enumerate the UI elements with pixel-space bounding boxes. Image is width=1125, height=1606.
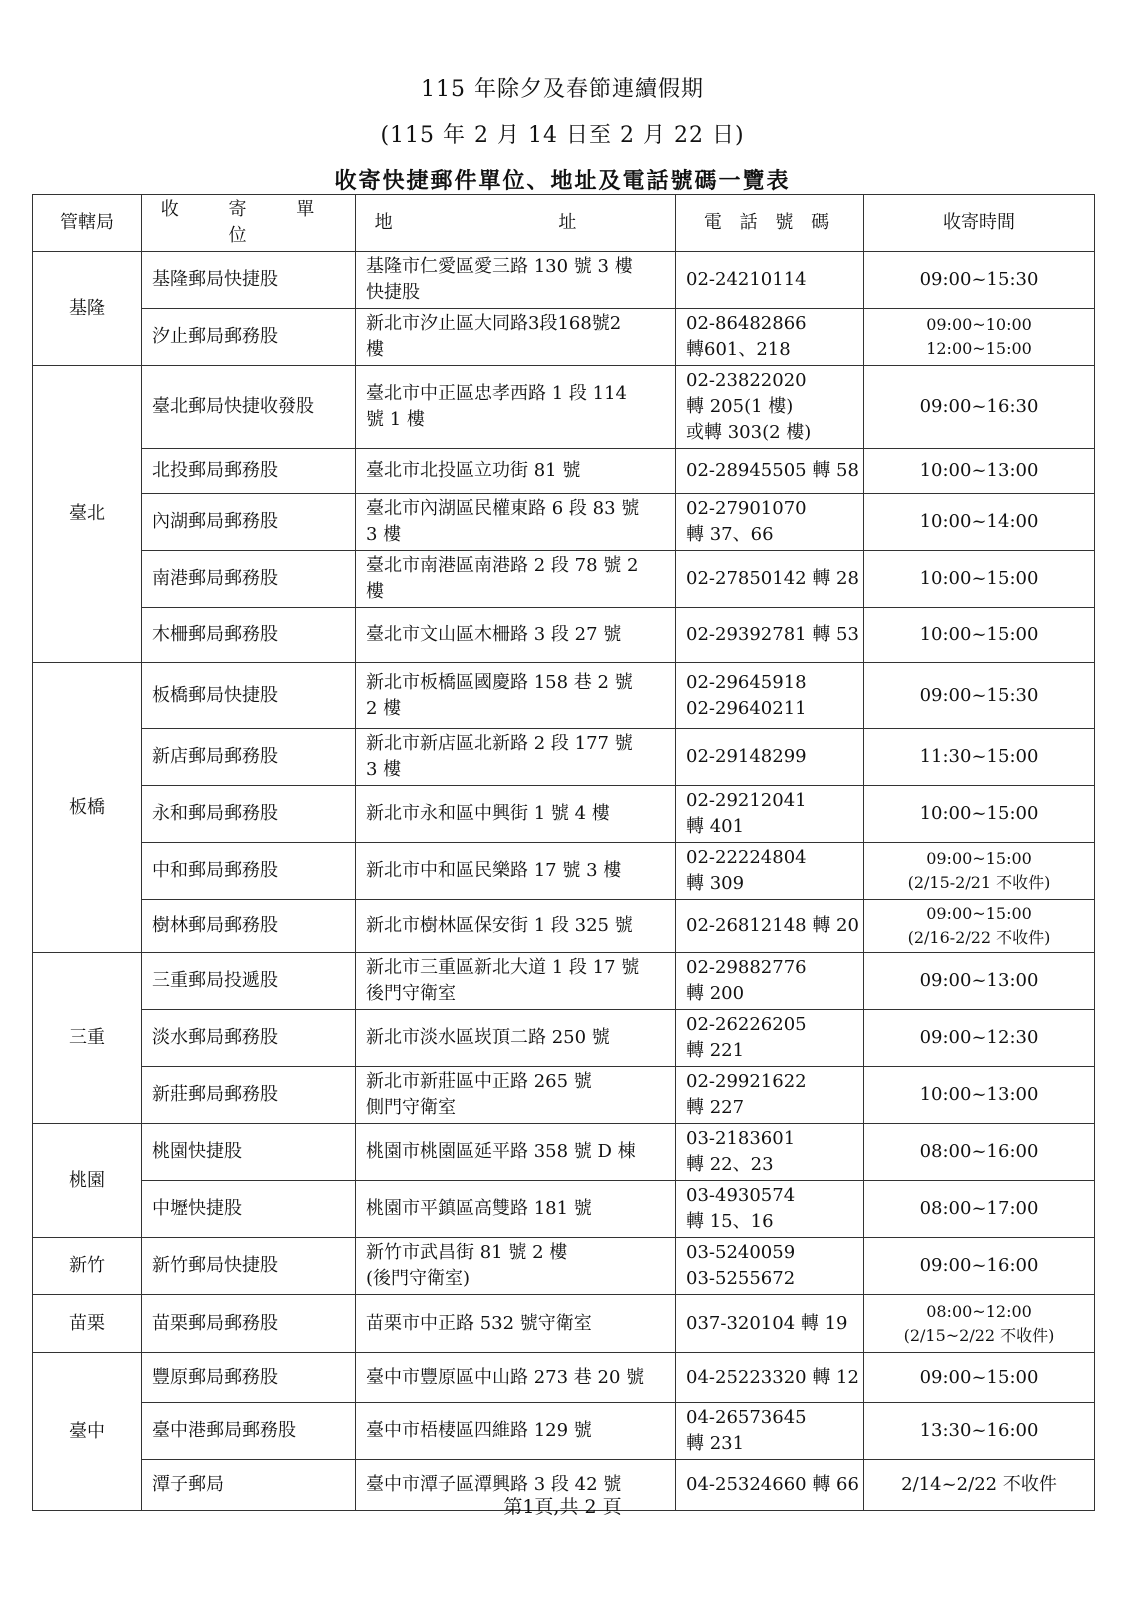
phone-cell [676, 953, 864, 1010]
phone-cell [676, 1181, 864, 1238]
phone-cell-line: 02-26226205 [686, 1014, 807, 1035]
phone-cell-line: 02-24210114 [686, 269, 807, 290]
unit-cell: 新莊郵局郵務股 [142, 1067, 356, 1124]
phone-cell-line: 轉 37、66 [686, 524, 774, 545]
unit-cell: 桃園快捷股 [142, 1124, 356, 1181]
time-cell-line: 10:00~15:00 [919, 803, 1039, 824]
header-address: 地 址 [356, 195, 676, 252]
post-office-table [32, 194, 1095, 1511]
table-title: 收寄快捷郵件單位、地址及電話號碼一覽表 [334, 168, 791, 194]
phone-cell [676, 1295, 864, 1353]
address-cell-line: 新北市樹林區保安街 1 段 325 號 [366, 915, 633, 936]
time-cell [864, 309, 1095, 366]
phone-cell-line: 03-4930574 [686, 1185, 796, 1206]
time-cell-line: 10:00~15:00 [919, 568, 1039, 589]
phone-cell-line: 02-29645918 [686, 671, 807, 693]
address-cell-line: 臺中市潭子區潭興路 3 段 42 號 [366, 1474, 622, 1495]
phone-cell-line: 04-26573645 [686, 1407, 807, 1428]
address-cell-line: 桃園市平鎮區高雙路 181 號 [366, 1198, 592, 1219]
time-cell-line: 09:00~15:00 [926, 904, 1032, 923]
unit-cell: 北投郵局郵務股 [142, 449, 356, 494]
time-cell-line: (2/16-2/22 不收件) [907, 928, 1051, 947]
phone-cell-line: 03-5240059 [686, 1242, 796, 1263]
time-cell-line: 09:00~12:30 [919, 1027, 1039, 1048]
phone-cell [676, 1067, 864, 1124]
address-cell-line: 新北市三重區新北大道 1 段 17 號 [366, 957, 640, 978]
address-cell-line: 臺北市南港區南港路 2 段 78 號 2 [366, 555, 639, 576]
table-row [33, 551, 1095, 608]
address-cell [356, 1010, 676, 1067]
unit-cell: 板橋郵局快捷股 [142, 663, 356, 729]
address-cell-line: 桃園市桃園區延平路 358 號 D 棟 [366, 1141, 636, 1162]
unit-cell: 臺北郵局快捷收發股 [142, 366, 356, 449]
time-cell [864, 843, 1095, 900]
time-cell [864, 1181, 1095, 1238]
time-cell [864, 1238, 1095, 1295]
table-body [33, 252, 1095, 1511]
unit-cell: 木柵郵局郵務股 [142, 608, 356, 663]
time-cell-line: 10:00~13:00 [919, 1084, 1039, 1105]
unit-cell: 基隆郵局快捷股 [142, 252, 356, 309]
address-cell [356, 663, 676, 729]
header-phone: 電 話 號 碼 [676, 195, 864, 252]
phone-cell-line: 轉 221 [686, 1040, 745, 1061]
time-cell-line: 13:30~16:00 [919, 1420, 1039, 1441]
address-cell-line: 基隆市仁愛區愛三路 130 號 3 樓 [366, 256, 633, 277]
address-cell [356, 309, 676, 366]
phone-cell-line: 04-25223320 轉 12 [686, 1366, 859, 1388]
address-cell-line: 3 樓 [366, 759, 402, 780]
time-cell-line: 09:00~16:00 [919, 1255, 1039, 1276]
table-row [33, 663, 1095, 729]
time-cell [864, 1353, 1095, 1403]
address-cell [356, 729, 676, 786]
address-cell [356, 252, 676, 309]
address-cell [356, 551, 676, 608]
unit-cell: 永和郵局郵務股 [142, 786, 356, 843]
phone-cell-line: 03-5255672 [686, 1268, 796, 1289]
unit-cell: 新竹郵局快捷股 [142, 1238, 356, 1295]
address-cell-line: 臺中市豐原區中山路 273 巷 20 號 [366, 1366, 645, 1388]
header-bureau: 管轄局 [33, 195, 142, 252]
address-cell-line: 新北市汐止區大同路3段168號2 [366, 313, 622, 334]
time-cell-line: 09:00~16:30 [919, 396, 1039, 417]
address-cell-line: 臺北市內湖區民權東路 6 段 83 號 [366, 498, 640, 519]
phone-cell [676, 663, 864, 729]
time-cell-line: 08:00~12:00 [926, 1301, 1032, 1321]
table-row [33, 494, 1095, 551]
time-cell [864, 608, 1095, 663]
phone-cell-line: 02-29882776 [686, 957, 807, 978]
time-cell-line: 09:00~15:30 [919, 684, 1039, 706]
address-cell-line: (後門守衛室) [366, 1268, 471, 1289]
time-cell [864, 900, 1095, 953]
address-cell-line: 側門守衛室 [366, 1097, 456, 1118]
phone-cell [676, 366, 864, 449]
table-row [33, 953, 1095, 1010]
time-cell [864, 1295, 1095, 1353]
phone-cell-line: 轉 15、16 [686, 1211, 774, 1232]
phone-cell [676, 843, 864, 900]
time-cell [864, 953, 1095, 1010]
table-row [33, 449, 1095, 494]
time-cell-line: 09:00~15:00 [926, 849, 1032, 868]
time-cell-line: 12:00~15:00 [926, 339, 1032, 358]
phone-cell-line: 02-23822020 [686, 370, 807, 391]
time-cell [864, 494, 1095, 551]
address-cell [356, 494, 676, 551]
address-cell [356, 1353, 676, 1403]
time-cell-line: 09:00~10:00 [926, 315, 1032, 334]
table-row [33, 1010, 1095, 1067]
address-cell [356, 843, 676, 900]
address-cell-line: 新北市淡水區崁頂二路 250 號 [366, 1027, 610, 1048]
unit-cell: 汐止郵局郵務股 [142, 309, 356, 366]
table-row [33, 1295, 1095, 1353]
address-cell-line: 苗栗市中正路 532 號守衛室 [366, 1312, 592, 1334]
phone-cell-line: 02-26812148 轉 20 [686, 915, 859, 936]
phone-cell-line: 02-22224804 [686, 847, 807, 868]
time-cell-line: (2/15~2/22 不收件) [903, 1325, 1055, 1345]
phone-cell [676, 449, 864, 494]
table-row [33, 608, 1095, 663]
unit-cell: 苗栗郵局郵務股 [142, 1295, 356, 1353]
phone-cell-line: 轉 231 [686, 1433, 745, 1454]
bureau-cell: 新竹 [33, 1238, 142, 1295]
unit-cell: 樹林郵局郵務股 [142, 900, 356, 953]
address-cell-line: 快捷股 [366, 282, 420, 303]
table-row [33, 1353, 1095, 1403]
time-cell [864, 551, 1095, 608]
table-row [33, 729, 1095, 786]
address-cell [356, 608, 676, 663]
address-cell-line: 臺中市梧棲區四維路 129 號 [366, 1420, 592, 1441]
address-cell [356, 900, 676, 953]
table-row [33, 366, 1095, 449]
address-cell-line: 臺北市文山區木柵路 3 段 27 號 [366, 624, 622, 645]
time-cell-line: 11:30~15:00 [919, 746, 1039, 767]
time-cell-line: 09:00~15:30 [919, 269, 1039, 290]
bureau-cell: 臺北 [33, 366, 142, 663]
time-cell-line: 09:00~15:00 [919, 1366, 1039, 1388]
phone-cell [676, 900, 864, 953]
phone-cell-line: 037-320104 轉 19 [686, 1312, 848, 1334]
page-footer: 第1頁,共 2 頁 [503, 1496, 622, 1518]
address-cell-line: 臺北市北投區立功街 81 號 [366, 460, 581, 481]
bureau-cell: 基隆 [33, 252, 142, 366]
address-cell [356, 786, 676, 843]
phone-cell [676, 1124, 864, 1181]
address-cell [356, 1124, 676, 1181]
bureau-cell: 苗栗 [33, 1295, 142, 1353]
time-cell [864, 1010, 1095, 1067]
address-cell [356, 1067, 676, 1124]
table-row [33, 1067, 1095, 1124]
address-cell-line: 新北市板橋區國慶路 158 巷 2 號 [366, 671, 633, 693]
table-header-row [33, 195, 1095, 252]
phone-cell-line: 04-25324660 轉 66 [686, 1474, 859, 1495]
phone-cell [676, 1010, 864, 1067]
unit-cell: 新店郵局郵務股 [142, 729, 356, 786]
phone-cell [676, 729, 864, 786]
phone-cell [676, 608, 864, 663]
phone-cell-line: 02-27850142 轉 28 [686, 568, 859, 589]
time-cell-line: 08:00~16:00 [919, 1141, 1039, 1162]
unit-cell: 南港郵局郵務股 [142, 551, 356, 608]
phone-cell-line: 或轉 303(2 樓) [686, 422, 812, 443]
time-cell [864, 1403, 1095, 1460]
address-cell-line: 新北市中和區民樂路 17 號 3 樓 [366, 860, 622, 881]
phone-cell-line: 轉 205(1 樓) [686, 396, 794, 417]
bureau-cell: 三重 [33, 953, 142, 1124]
time-cell-line: 10:00~13:00 [919, 460, 1039, 481]
unit-cell: 豐原郵局郵務股 [142, 1353, 356, 1403]
time-cell-line: 10:00~15:00 [919, 624, 1039, 645]
unit-cell: 三重郵局投遞股 [142, 953, 356, 1010]
phone-cell-line: 02-29148299 [686, 746, 807, 767]
header-unit: 收 寄 單 位 [142, 195, 356, 252]
bureau-cell: 桃園 [33, 1124, 142, 1238]
time-cell [864, 729, 1095, 786]
phone-cell-line: 02-28945505 轉 58 [686, 460, 859, 481]
phone-cell [676, 494, 864, 551]
phone-cell-line: 轉601、218 [686, 339, 791, 360]
address-cell [356, 449, 676, 494]
time-cell [864, 786, 1095, 843]
time-cell [864, 252, 1095, 309]
document-title: 115 年除夕及春節連續假期 [421, 77, 704, 102]
unit-cell: 淡水郵局郵務股 [142, 1010, 356, 1067]
time-cell-line: 08:00~17:00 [919, 1198, 1039, 1219]
time-cell-line: 09:00~13:00 [919, 970, 1039, 991]
phone-cell [676, 1403, 864, 1460]
phone-cell-line: 轉 200 [686, 983, 745, 1004]
address-cell-line: 後門守衛室 [366, 983, 456, 1004]
unit-cell: 中壢快捷股 [142, 1181, 356, 1238]
phone-cell-line: 02-86482866 [686, 313, 807, 334]
table-row [33, 309, 1095, 366]
address-cell-line: 3 樓 [366, 524, 402, 545]
phone-cell-line: 02-29640211 [686, 697, 807, 719]
bureau-cell: 臺中 [33, 1353, 142, 1511]
address-cell [356, 1181, 676, 1238]
phone-cell-line: 02-27901070 [686, 498, 807, 519]
header-time: 收寄時間 [864, 195, 1095, 252]
table-row [33, 900, 1095, 953]
phone-cell-line: 02-29392781 轉 53 [686, 624, 859, 645]
time-cell-line: 10:00~14:00 [919, 511, 1039, 532]
time-cell [864, 366, 1095, 449]
date-range-subtitle: (115 年 2 月 14 日至 2 月 22 日) [380, 123, 745, 148]
time-cell [864, 1067, 1095, 1124]
address-cell [356, 1295, 676, 1353]
address-cell-line: 號 1 樓 [366, 409, 425, 430]
unit-cell: 中和郵局郵務股 [142, 843, 356, 900]
phone-cell [676, 1238, 864, 1295]
time-cell-line: (2/15-2/21 不收件) [907, 873, 1051, 892]
table-row [33, 252, 1095, 309]
phone-cell-line: 轉 401 [686, 816, 745, 837]
address-cell [356, 953, 676, 1010]
address-cell-line: 新北市新莊區中正路 265 號 [366, 1071, 592, 1092]
address-cell-line: 新竹市武昌街 81 號 2 樓 [366, 1242, 568, 1263]
address-cell [356, 1238, 676, 1295]
phone-cell-line: 03-2183601 [686, 1128, 796, 1149]
phone-cell [676, 786, 864, 843]
table-row [33, 843, 1095, 900]
phone-cell [676, 1353, 864, 1403]
table-row [33, 1181, 1095, 1238]
phone-cell [676, 252, 864, 309]
phone-cell-line: 轉 309 [686, 873, 745, 894]
unit-cell: 潭子郵局 [142, 1460, 356, 1511]
phone-cell [676, 309, 864, 366]
address-cell [356, 366, 676, 449]
unit-cell: 內湖郵局郵務股 [142, 494, 356, 551]
address-cell-line: 新北市永和區中興街 1 號 4 樓 [366, 803, 610, 824]
time-cell [864, 663, 1095, 729]
address-cell-line: 臺北市中正區忠孝西路 1 段 114 [366, 383, 627, 404]
time-cell [864, 1124, 1095, 1181]
address-cell-line: 新北市新店區北新路 2 段 177 號 [366, 733, 633, 754]
address-cell-line: 樓 [366, 339, 384, 360]
address-cell-line: 樓 [366, 581, 384, 602]
phone-cell-line: 02-29212041 [686, 790, 807, 811]
time-cell-line: 2/14~2/22 不收件 [901, 1474, 1057, 1495]
phone-cell-line: 轉 22、23 [686, 1154, 774, 1175]
bureau-cell: 板橋 [33, 663, 142, 953]
phone-cell [676, 551, 864, 608]
table-row [33, 1403, 1095, 1460]
phone-cell-line: 轉 227 [686, 1097, 745, 1118]
time-cell [864, 449, 1095, 494]
phone-cell-line: 02-29921622 [686, 1071, 807, 1092]
address-cell [356, 1403, 676, 1460]
table-row [33, 1238, 1095, 1295]
unit-cell: 臺中港郵局郵務股 [142, 1403, 356, 1460]
address-cell-line: 2 樓 [366, 697, 402, 719]
table-row [33, 786, 1095, 843]
table-row [33, 1124, 1095, 1181]
